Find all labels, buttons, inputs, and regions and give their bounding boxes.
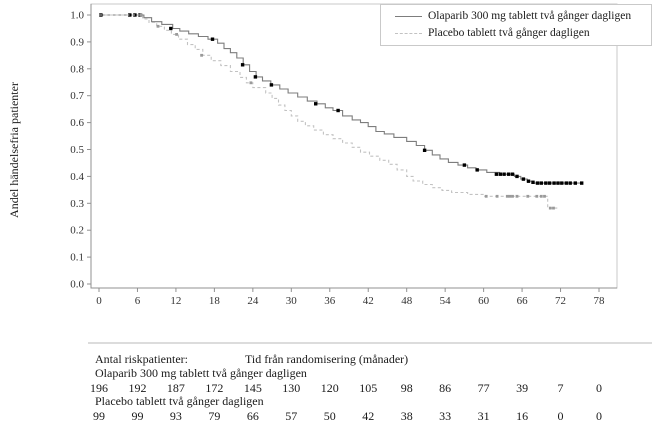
risk-count: 77	[477, 381, 490, 395]
censor-mark	[463, 163, 466, 166]
censor-mark	[423, 149, 426, 152]
censor-mark	[535, 195, 538, 198]
x-tick-label: 36	[324, 295, 336, 307]
x-tick-label: 72	[555, 295, 567, 307]
x-tick-label: 60	[478, 295, 490, 307]
x-tick-label: 12	[170, 295, 182, 307]
censor-mark	[157, 25, 160, 28]
risk-count: 39	[516, 381, 529, 395]
y-tick-label: 0.8	[70, 63, 84, 76]
y-axis-title: Andel händelsefria patienter	[7, 82, 21, 218]
risk-count: 0	[596, 409, 603, 423]
censor-mark	[527, 180, 530, 183]
censor-mark	[516, 195, 519, 198]
y-tick-label: 0.5	[70, 144, 84, 156]
x-tick-label: 30	[285, 295, 297, 307]
censor-mark	[476, 168, 479, 171]
risk-count: 187	[166, 381, 185, 395]
censor-mark	[175, 33, 178, 36]
risk-count: 120	[320, 381, 339, 395]
y-tick-label: 0.9	[70, 36, 84, 49]
risk-count: 7	[557, 381, 564, 395]
risk-count: 66	[246, 409, 259, 423]
x-tick-label: 54	[439, 295, 451, 307]
plot-frame	[91, 4, 617, 288]
risk-count: 0	[596, 381, 603, 395]
censor-mark	[548, 181, 551, 184]
risk-count: 130	[282, 381, 301, 395]
y-tick-label: 0.4	[70, 170, 84, 183]
y-tick-label: 0.2	[70, 224, 84, 237]
risk-row-placebo-label: Placebo tablett två gånger dagligen	[95, 394, 264, 408]
x-tick-label: 24	[247, 295, 259, 307]
risk-count: 57	[285, 409, 298, 423]
risk-count: 145	[243, 381, 262, 395]
censor-mark	[336, 109, 339, 112]
risk-count: 98	[400, 381, 413, 395]
censor-mark	[540, 181, 543, 184]
censor-mark	[540, 195, 543, 198]
legend-entry-placebo	[395, 26, 649, 41]
censor-mark	[549, 207, 552, 210]
risk-row-olaparib-label: Olaparib 300 mg tablett två gånger dagligen	[95, 366, 307, 380]
censor-mark	[556, 181, 559, 184]
censor-mark	[515, 175, 518, 178]
censor-mark	[314, 102, 317, 105]
risk-table-header: Antal riskpatienter:	[95, 352, 188, 366]
legend-label: Olaparib 300 mg tablett två gånger dagligen	[428, 10, 632, 22]
x-tick-label: 6	[134, 295, 141, 307]
y-tick-label: 0.6	[70, 117, 84, 130]
censor-mark	[496, 195, 499, 198]
censor-mark	[211, 38, 214, 41]
censor-mark	[560, 181, 563, 184]
risk-count: 196	[90, 381, 108, 395]
risk-count: 0	[557, 409, 564, 423]
x-tick-label: 78	[593, 295, 605, 307]
censor-mark	[569, 181, 572, 184]
censor-mark	[502, 173, 505, 176]
censor-mark	[200, 54, 203, 57]
censor-mark	[507, 173, 510, 176]
risk-count: 50	[323, 409, 336, 423]
risk-count: 86	[439, 381, 452, 395]
censor-mark	[536, 181, 539, 184]
risk-count: 38	[400, 409, 413, 423]
censor-mark	[574, 181, 577, 184]
x-tick-label: 66	[516, 295, 528, 307]
censor-mark	[526, 195, 529, 198]
censor-mark	[169, 27, 172, 30]
risk-count: 105	[359, 381, 378, 395]
censor-mark	[254, 75, 257, 78]
risk-count: 192	[128, 381, 147, 395]
risk-count: 172	[205, 381, 224, 395]
x-tick-label: 0	[96, 295, 102, 307]
censor-mark	[509, 195, 512, 198]
censor-mark	[140, 14, 143, 17]
censor-mark	[544, 181, 547, 184]
risk-count: 33	[439, 409, 452, 423]
censor-mark	[241, 63, 244, 66]
censor-mark	[495, 173, 498, 176]
x-axis-title: Tid från randomisering (månader)	[245, 352, 409, 366]
censor-mark	[552, 207, 555, 210]
risk-count: 99	[93, 409, 105, 423]
legend-line-sample	[395, 33, 422, 34]
y-tick-label: 0.7	[70, 90, 84, 103]
censor-mark	[511, 173, 514, 176]
censor-mark	[543, 195, 546, 198]
axis-lines	[91, 4, 617, 288]
x-tick-label: 42	[362, 295, 374, 307]
legend-entry-olaparib	[395, 9, 649, 24]
censor-mark	[522, 177, 525, 180]
legend-label: Placebo tablett två gånger dagligen	[428, 27, 590, 39]
y-tick-label: 1.0	[70, 9, 84, 22]
risk-count: 79	[208, 409, 221, 423]
censor-mark	[485, 195, 488, 198]
x-tick-label: 18	[208, 295, 220, 307]
chart-legend	[380, 4, 652, 46]
censor-mark	[270, 83, 273, 86]
censor-mark	[506, 195, 509, 198]
risk-count: 31	[477, 409, 490, 423]
risk-count: 16	[516, 409, 529, 423]
risk-count: 99	[131, 409, 144, 423]
x-tick-label: 48	[401, 295, 413, 307]
censor-mark	[250, 81, 253, 84]
censor-mark	[499, 173, 502, 176]
legend-line-sample	[395, 16, 422, 17]
y-tick-label: 0.0	[70, 278, 84, 291]
censor-mark	[552, 181, 555, 184]
censor-mark	[565, 181, 568, 184]
censor-mark	[531, 181, 534, 184]
censor-mark	[511, 195, 514, 198]
risk-count: 42	[362, 409, 375, 423]
risk-count: 93	[169, 409, 182, 423]
censor-mark	[580, 181, 583, 184]
y-tick-label: 0.3	[70, 197, 84, 210]
y-tick-label: 0.1	[70, 251, 84, 264]
